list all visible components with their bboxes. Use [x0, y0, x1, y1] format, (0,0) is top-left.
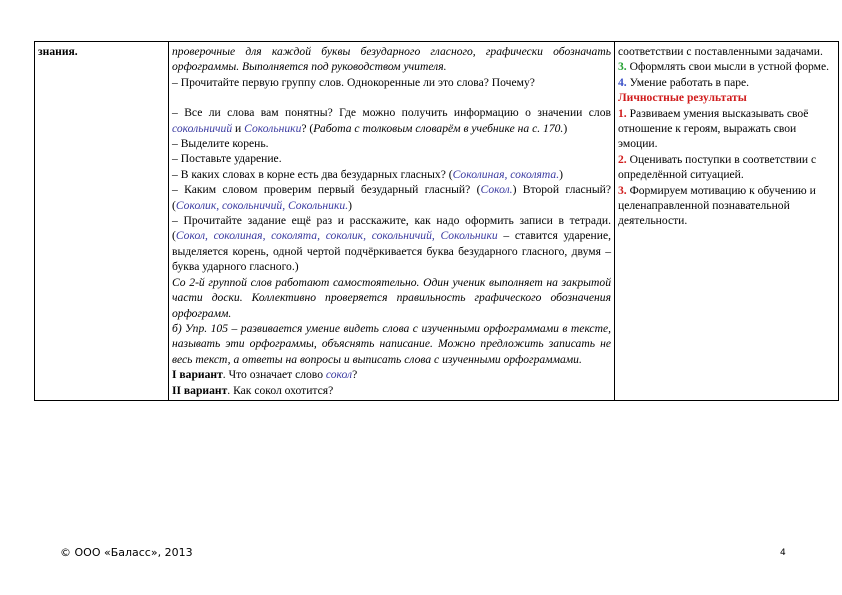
- question-2: – Все ли слова вам понятны? Где можно получить информацию о значении слов сокольничий и Сокольники? (Работа с толковым словарём в учебнике на с. 170.): [172, 106, 611, 135]
- lesson-table: [34, 41, 839, 401]
- instruction-stress: – Поставьте ударение.: [172, 152, 282, 166]
- question-4: – Каким словом проверим первый безударный гласный? (Сокол.) Второй гласный? (Соколик, сокольничий, Сокольники.): [172, 183, 611, 212]
- result-item: 2. Оценивать поступки в соответствии с определённой ситуацией.: [618, 152, 817, 182]
- question-5: – Прочитайте задание ещё раз и расскажите, как надо оформить записи в тетради. (Сокол, соколиная, соколята, соколик, сокольничий, Сокольники – ставится ударение, выделяется корень, одной чертой подчёркивается буква безударного гласного, двумя – буква ударного гласного.): [172, 214, 611, 274]
- result-item: 3. Формируем мотивацию к обучению и целенаправленной познавательной деятельности.: [618, 183, 816, 228]
- stage-title: знания.: [38, 45, 78, 58]
- question-3: – В каких словах в корне есть два безударных гласных? (Соколиная, соколята.): [172, 167, 563, 181]
- result-item: 1. Развиваем умения высказывать своё отношение к героям, выражать свои эмоции.: [618, 106, 809, 151]
- question-1: – Прочитайте первую группу слов. Однокоренные ли это слова? Почему?: [172, 75, 535, 89]
- table-row: [35, 42, 839, 401]
- activity-cell: [169, 42, 615, 401]
- result-item: 4. Умение работать в паре.: [618, 75, 750, 89]
- term-word: Сокольники: [244, 121, 302, 135]
- term-word: сокольничий: [172, 121, 233, 135]
- activity-intro: проверочные для каждой буквы безударного гласного, графически обозначать орфограммы. Выполняется под руководством учителя.: [172, 45, 611, 74]
- variant-1: I вариант. Что означает слово сокол?: [172, 368, 358, 382]
- result-item: 3. Оформлять свои мысли в устной форме.: [618, 60, 830, 74]
- results-cell: [615, 42, 839, 401]
- stage-cell: [35, 42, 169, 401]
- exercise-105: б) Упр. 105 – развивается умение видеть слова с изученными орфограммами в тексте, называть эти орфограммы, объяснять написание. Можно предложить записать не весь текст, а ответы на вопросы и выписать слова с изученными орфограммами.: [172, 321, 611, 366]
- variant-2: II вариант. Как сокол охотится?: [172, 383, 334, 397]
- page-number: 4: [780, 548, 786, 558]
- personal-results-heading: Личностные результаты: [618, 91, 747, 105]
- group-2-note: Со 2-й группой слов работают самостоятельно. Один ученик выполняет на закрытой части доски. Коллективно проверяется правильность графического обозначения орфограмм.: [172, 275, 611, 320]
- result-line: соответствии с поставленными задачами.: [618, 45, 823, 58]
- copyright-footer: © ООО «Баласс», 2013: [60, 546, 193, 559]
- instruction-root: – Выделите корень.: [172, 137, 269, 151]
